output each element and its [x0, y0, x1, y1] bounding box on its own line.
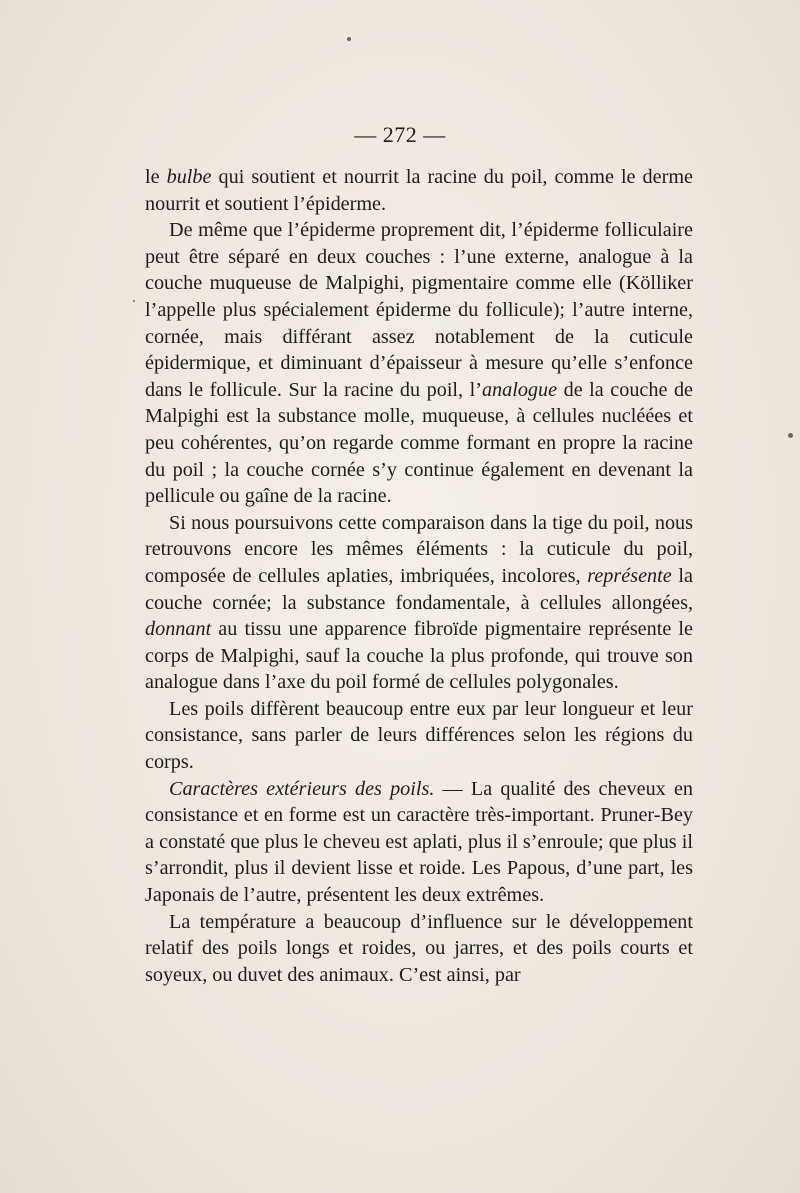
italic-text: donnant	[145, 618, 212, 641]
paragraph	[145, 217, 693, 510]
ink-speck	[133, 300, 135, 302]
text-run: La température a beaucoup d’influence sur le développement relatif des poils longs et roides, ou jarres, et des poils courts et soyeux, ou duvet des animaux. C’est ainsi, par	[145, 910, 693, 986]
text-run: qui soutient et nourrit la racine du poil, comme le derme nourrit et soutient l’épiderme.	[145, 166, 693, 215]
text-run: le	[145, 166, 167, 188]
italic-text: représente	[587, 564, 672, 587]
italic-text: analogue	[481, 378, 558, 401]
paragraph	[145, 510, 693, 696]
paragraph	[145, 164, 693, 217]
paragraph	[145, 909, 693, 989]
ink-speck	[347, 37, 351, 41]
text-run: De même que l’épiderme proprement dit, l’épiderme folliculaire peut être séparé en deux couches : l’une externe, analogue à la couche muqueuse de Malpighi, pigmentaire comme elle (Kölliker l’appelle plus spécialement épiderme du follicule); l’autre interne, cornée, mais différant assez notablement de la cuticule épidermique, et diminuant d’épaisseur à mesure qu’elle s’enfonce dans le follicule. Sur la racine du poil, l’	[145, 219, 693, 401]
body-text	[145, 164, 693, 988]
text-run: de la couche de Malpighi est la substance molle, muqueuse, à cellules nucléées et peu cohérentes, qu’on regarde comme formant en propre la racine du poil ; la couche cornée s’y continue également en devenant la pellicule ou gaîne de la racine.	[145, 378, 693, 508]
italic-text: Caractères extérieurs des poils.	[169, 777, 435, 800]
text-run: au tissu une apparence fibroïde pigmentaire représente le corps de Malpighi, sauf la couche la plus profonde, qui trouve son analogue dans l’axe du poil formé de cellules polygonales.	[145, 618, 693, 694]
text-run: — La qualité des cheveux en consistance et en forme est un caractère très-important. Pruner-Bey a constaté que plus le cheveu est aplati, plus il s’enroule; que plus il s’arrondit, plus il devient lisse et roide. Les Papous, d’une part, les Japonais de l’autre, présentent les deux extrêmes.	[145, 777, 693, 907]
ink-speck	[788, 433, 793, 438]
paragraph	[145, 776, 693, 909]
text-run: la couche cornée; la substance fondamentale, à cellules allongées,	[145, 564, 693, 614]
paragraph	[145, 696, 693, 776]
page-number: — 272 —	[354, 122, 446, 147]
text-run: Si nous poursuivons cette comparaison dans la tige du poil, nous retrouvons encore les mêmes éléments : la cuticule du poil, composée de cellules aplaties, imbriquées, incolores,	[145, 511, 693, 587]
text-run: Les poils diffèrent beaucoup entre eux par leur longueur et leur consistance, sans parler de leurs différences selon les régions du corps.	[145, 697, 693, 774]
italic-text: bulbe	[166, 166, 212, 188]
